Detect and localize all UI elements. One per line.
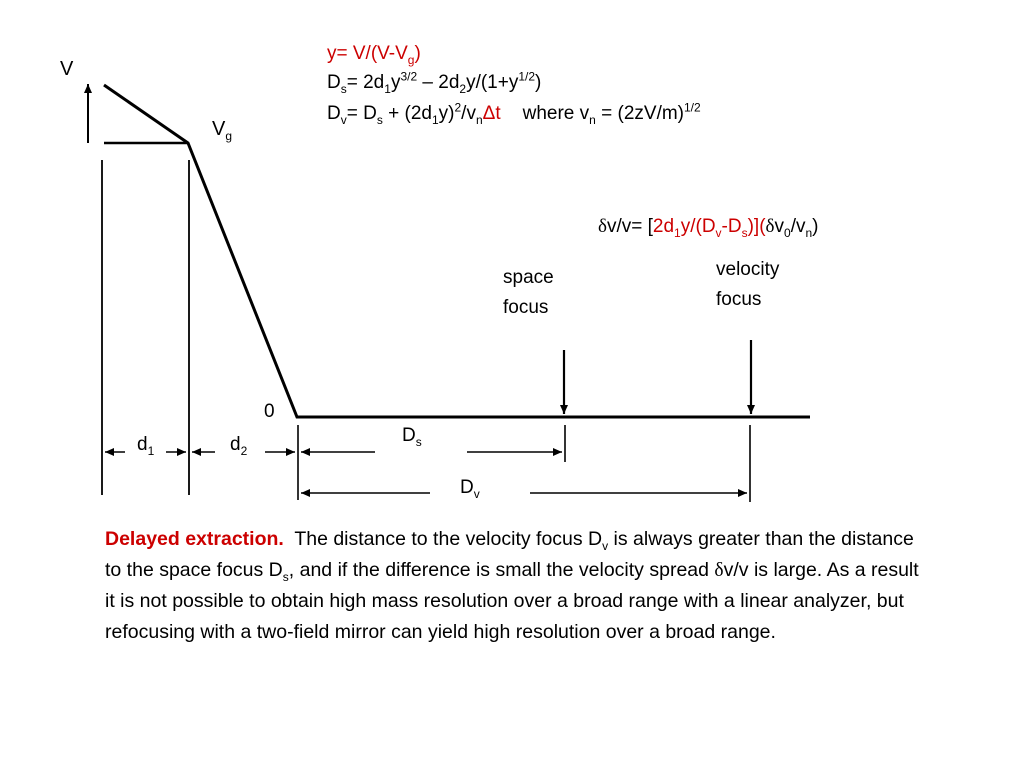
vg-label-sub: g [225,129,233,143]
spread-eq-n: n [805,225,813,240]
dv-eq-e: + (2d [382,103,432,124]
d2-label [230,434,247,456]
spread-eq-l: 0 [784,225,791,240]
ds-eq-d: 1 [384,81,391,96]
d2-label-sub: 2 [240,443,248,458]
ds-label-sub: s [415,434,422,449]
dv-eq-k: Δt [482,103,501,124]
ds-eq-a: D [327,72,341,93]
dv-eq-l: where v [522,103,590,124]
ds-eq-e: y [390,72,401,93]
ds-eq-b: s [340,81,347,96]
dv-eq-a: D [327,103,341,124]
caption-part2: is always greater than the distance to the space focus D [105,528,914,581]
spread-eq-k: v [774,216,784,237]
velocity-focus-line2: focus [716,289,762,310]
caption-part3: , and if the difference is small the velocity spread [288,559,715,581]
caption-sub-v: v [602,538,609,553]
velocity-focus-line1: velocity [716,259,780,280]
y-eq-c: ) [414,43,421,64]
potential-curve [104,85,813,417]
space-focus-label [503,263,554,323]
ds-eq-f: 3/2 [400,69,418,84]
velocity-focus-label [716,255,779,315]
spread-eq-g: -D [721,216,742,237]
spread-eq-a: δ [598,216,607,237]
dv-equation [327,100,701,127]
d2-label-main: d [230,434,241,455]
dv-eq-m: n [589,112,596,127]
caption-part1: The distance to the velocity focus D [294,528,603,550]
dv-eq-c: = D [346,103,377,124]
dv-eq-d: s [376,112,383,127]
spread-eq-f: v [715,225,722,240]
vg-label-main: V [212,118,226,140]
spread-eq-m: /v [790,216,806,237]
caption-delta: δ [714,560,724,581]
dv-eq-i: /v [461,103,476,124]
spread-eq-b: v/v= [ [606,216,653,237]
ds-eq-g: – 2d [417,72,460,93]
ds-eq-k: ) [535,72,542,93]
voltage-label: V [60,58,74,80]
dv-eq-n: = (2zV/m) [595,103,684,124]
ds-eq-j: 1/2 [518,69,536,84]
caption-part4: v/v is large. As a result it is not possible to obtain high mass resolution over a broad range with a linear analyzer, but refocusing with a two-field mirror can yield high resolution over a broad range. [105,559,919,643]
ds-equation [327,69,542,96]
vg-label [212,118,233,143]
dv-eq-b: v [340,112,347,127]
dv-eq-j: n [475,112,483,127]
d1-label [137,434,154,456]
dv-eq-o: 1/2 [684,100,701,115]
spread-eq-i: )]( [747,216,766,237]
dv-eq-h: 2 [454,100,462,115]
d1-label-sub: 1 [147,443,155,458]
spread-eq-e: y/(D [680,216,716,237]
spread-eq-o: ) [812,216,819,237]
dv-label [460,477,480,499]
caption-sub-s: s [282,569,289,584]
spread-eq-j: δ [765,216,775,237]
spread-eq-d: 1 [674,225,681,240]
d1-label-main: d [137,434,148,455]
y-eq-a: y= V/(V-V [327,43,408,64]
spread-eq-h: s [741,225,748,240]
dv-label-main: D [460,477,474,498]
ds-eq-i: y/(1+y [466,72,519,93]
dv-eq-g: y) [438,103,455,124]
spread-equation [598,216,818,238]
ds-label [402,425,422,447]
dv-label-sub: v [473,486,480,501]
caption-paragraph [105,524,925,648]
ds-label-main: D [402,425,416,446]
y-eq-b: g [407,52,415,67]
origin-label: 0 [264,401,275,422]
ds-eq-c: = 2d [346,72,385,93]
caption-lead: Delayed extraction. [105,528,284,550]
dv-eq-f: 1 [431,112,439,127]
ds-eq-h: 2 [459,81,467,96]
spread-eq-c: 2d [652,216,675,237]
y-equation [327,43,421,65]
space-focus-line2: focus [503,297,549,318]
space-focus-line1: space [503,267,554,288]
